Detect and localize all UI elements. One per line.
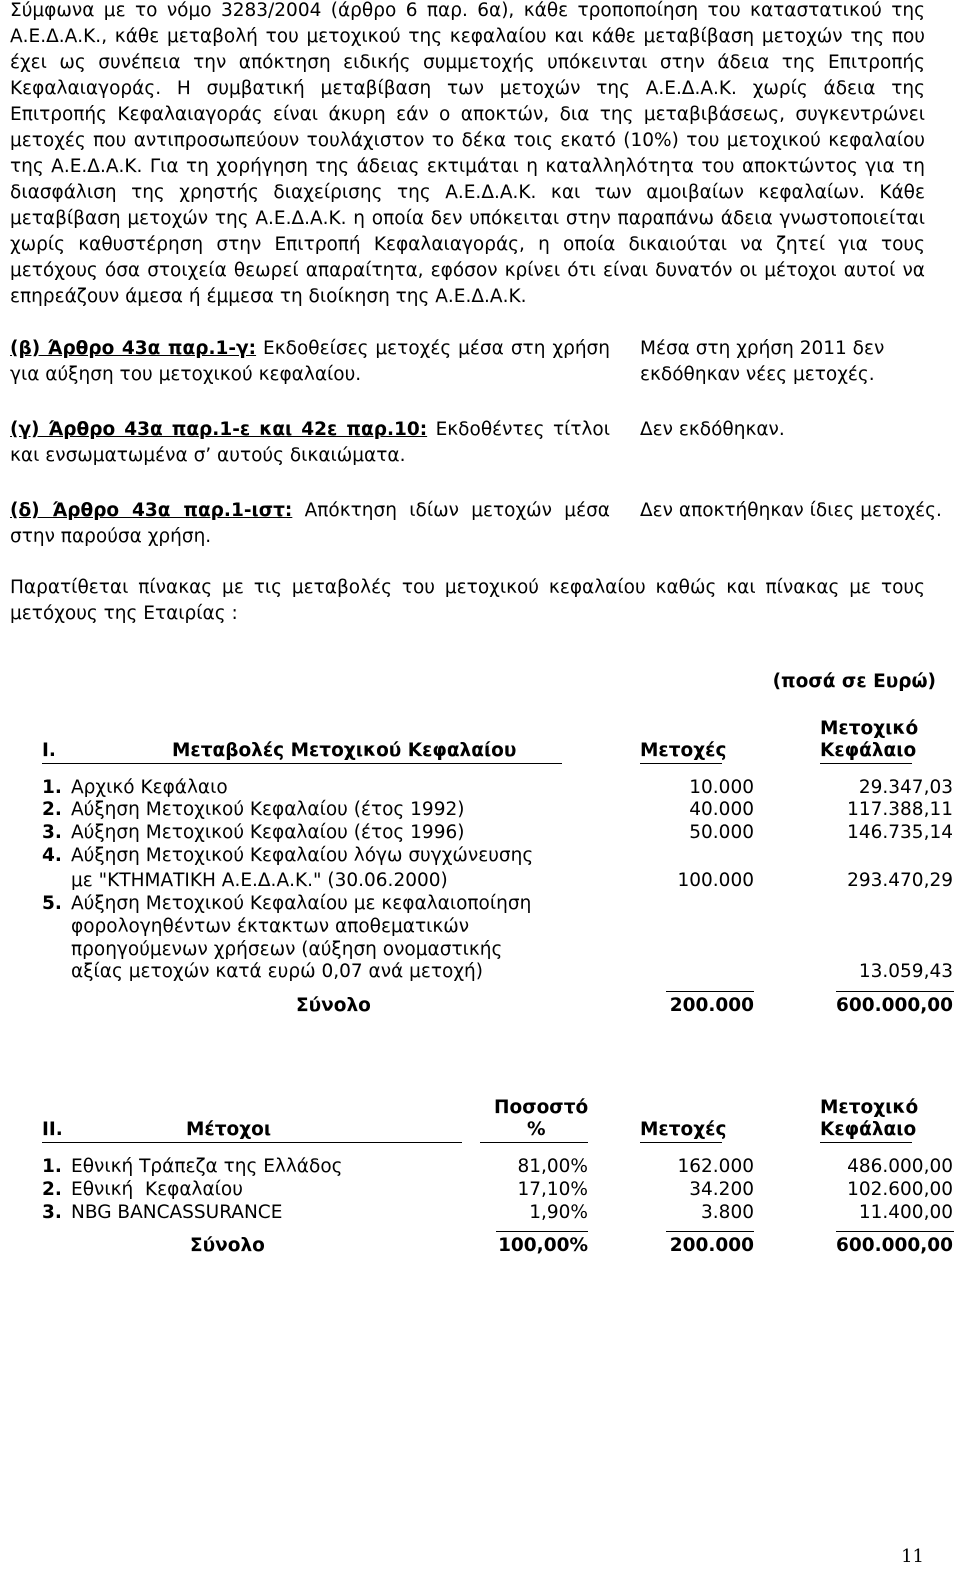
table2-total-shares-rule	[666, 1231, 754, 1232]
table2-col-shares: Μετοχές	[640, 1119, 727, 1140]
table1-row-label: προηγούμενων χρήσεων (αύξηση ονομαστικής	[71, 939, 503, 960]
table1-total-capital: 600.000,00	[835, 995, 953, 1016]
table1-row-label: Αύξηση Μετοχικού Κεφαλαίου με κεφαλαιοποίηση	[71, 893, 532, 914]
table2-total-label: Σύνολο	[190, 1235, 265, 1256]
table1-col-capital-2: Κεφάλαιο	[820, 740, 917, 761]
table1-row-label: Αύξηση Μετοχικού Κεφαλαίου (έτος 1992)	[71, 799, 465, 820]
table1-title-underline	[42, 763, 562, 764]
table2-row-pct: 81,00%	[517, 1156, 588, 1177]
table2-row-name: Εθνική Κεφαλαίου	[71, 1179, 243, 1200]
table1-total-shares: 200.000	[669, 995, 754, 1016]
table1-col-shares: Μετοχές	[640, 740, 727, 761]
table2-col-pct-2: %	[527, 1119, 546, 1140]
table1-row-num: 2.	[42, 799, 62, 820]
table1-row-num: 5.	[42, 893, 62, 914]
table1-total-capital-rule	[836, 991, 954, 992]
table1-row-label: Αρχικό Κεφάλαιο	[71, 777, 228, 798]
table1-row-label: Αύξηση Μετοχικού Κεφαλαίου λόγω συγχώνευσης	[71, 845, 534, 866]
table2-title: Μέτοχοι	[186, 1119, 272, 1140]
table1-row-num: 3.	[42, 822, 62, 843]
table1-row-shares: 100.000	[677, 870, 754, 891]
table1-row-capital: 117.388,11	[847, 799, 953, 820]
item-b-text: Εκδοθείσες μετοχές μέσα στη χρήση για αύξηση του μετοχικού κεφαλαίου.	[10, 338, 611, 385]
table1-row-num: 1.	[42, 777, 62, 798]
tables-note: Παρατίθεται πίνακας με τις μεταβολές του μετοχικού κεφαλαίου καθώς και πίνακας με τους μετόχους της Εταιρίας :	[10, 577, 925, 624]
table2-row-num: 2.	[42, 1179, 62, 1200]
table1-shares-underline	[640, 763, 722, 764]
intro-paragraph: Σύμφωνα με το νόμο 3283/2004 (άρθρο 6 παρ. 6α), κάθε τροποποίηση του καταστατικού της Α.Ε.Δ.Α.Κ., κάθε μεταβολή του μετοχικού της κεφαλαίου και κάθε μεταβίβαση μετοχών της που έχει ως συνέπεια την απόκτηση ειδικής συμμετοχής υπόκεινται στην άδεια της Επιτροπής Κεφαλαιαγοράς. Η συμβατική μεταβίβαση των μετοχών της Α.Ε.Δ.Α.Κ. χωρίς άδεια της Επιτροπής Κεφαλαιαγοράς είναι άκυρη εάν ο αποκτών, δια της μεταβιβάσεως, συγκεντρώνει μετοχές που αντιπροσωπεύουν τουλάχιστον το δέκα τοις εκατό (10%) του μετοχικού κεφαλαίου της Α.Ε.Δ.Α.Κ. Για τη χορήγηση της άδειας εκτιμάται η καταλληλότητα του αποκτώντος για τη διασφάλιση της χρηστής διαχείρισης της Α.Ε.Δ.Α.Κ. και των αμοιβαίων κεφαλαίων. Κάθε μεταβίβαση μετοχών της Α.Ε.Δ.Α.Κ. η οποία δεν υπόκειται στην παραπάνω άδεια γνωστοποιείται χωρίς καθυστέρηση στην Επιτροπή Κεφαλαιαγοράς, η οποία δικαιούται να ζητεί για τους μετόχους όσα στοιχεία θεωρεί απαραίτητα, εφόσον κρίνει ότι είναι δυνατόν οι μέτοχοι αυτοί να επηρεάζουν άμεσα ή έμμεσα τη διοίκηση της Α.Ε.Δ.Α.Κ.	[10, 0, 925, 307]
table1-row-capital: 293.470,29	[847, 870, 953, 891]
table1-row-capital: 13.059,43	[858, 961, 953, 982]
item-c-value: Δεν εκδόθηκαν.	[640, 419, 785, 440]
table2-total-pct-rule	[496, 1231, 588, 1232]
table2-title-underline	[42, 1142, 462, 1143]
units-label: (ποσά σε Ευρώ)	[772, 671, 936, 692]
item-b	[10, 336, 610, 388]
table1-roman: Ι.	[42, 740, 56, 761]
item-d-text: Απόκτηση ιδίων μετοχών μέσα στην παρούσα χρήση.	[10, 500, 610, 547]
table1-row-label: με "ΚΤΗΜΑΤΙΚΗ Α.Ε.Δ.Α.Κ." (30.06.2000)	[71, 870, 448, 891]
table2-capital-underline	[820, 1142, 912, 1143]
table1-row-shares: 10.000	[689, 777, 754, 798]
table2-row-num: 3.	[42, 1202, 62, 1223]
table1-row-capital: 29.347,03	[858, 777, 953, 798]
table2-roman: ΙΙ.	[42, 1119, 63, 1140]
table1-row-label: Αύξηση Μετοχικού Κεφαλαίου (έτος 1996)	[71, 822, 465, 843]
table2-row-capital: 102.600,00	[847, 1179, 953, 1200]
table1-row-capital: 146.735,14	[847, 822, 953, 843]
table2-row-num: 1.	[42, 1156, 62, 1177]
table2-row-name: NBG BANCASSURANCE	[71, 1202, 283, 1223]
table1-row-label: φορολογηθέντων έκτακτων αποθεματικών	[71, 916, 470, 937]
table2-col-pct-1: Ποσοστό	[494, 1097, 589, 1118]
table1-row-num: 4.	[42, 845, 62, 866]
table1-col-capital-1: Μετοχικό	[820, 718, 919, 739]
table2-row-shares: 34.200	[689, 1179, 754, 1200]
item-c-text: Εκδοθέντες τίτλοι και ενσωματωμένα σ’ αυτούς δικαιώματα.	[10, 419, 611, 466]
table2-total-pct: 100,00%	[498, 1235, 588, 1256]
table1-title: Μεταβολές Μετοχικού Κεφαλαίου	[172, 740, 517, 761]
table1-row-shares: 40.000	[689, 799, 754, 820]
table2-row-shares: 162.000	[677, 1156, 754, 1177]
table2-row-pct: 17,10%	[517, 1179, 588, 1200]
table2-shares-underline	[640, 1142, 722, 1143]
table2-row-pct: 1,90%	[529, 1202, 588, 1223]
item-d-heading: (δ) Άρθρο 43α παρ.1-ιστ:	[10, 500, 293, 521]
table2-row-capital: 486.000,00	[847, 1156, 953, 1177]
table1-total-shares-rule	[666, 991, 754, 992]
table2-total-capital-rule	[836, 1231, 954, 1232]
table2-row-name: Εθνική Τράπεζα της Ελλάδος	[71, 1156, 343, 1177]
table2-col-capital-2: Κεφάλαιο	[820, 1119, 917, 1140]
item-d	[10, 498, 610, 550]
item-b-heading: (β) Άρθρο 43α παρ.1-γ:	[10, 338, 257, 359]
item-c	[10, 417, 610, 469]
table2-total-shares: 200.000	[669, 1235, 754, 1256]
table1-capital-underline	[820, 763, 912, 764]
table1-total-label: Σύνολο	[296, 995, 371, 1016]
table1-row-shares: 50.000	[689, 822, 754, 843]
table2-col-capital-1: Μετοχικό	[820, 1097, 919, 1118]
table2-total-capital: 600.000,00	[835, 1235, 953, 1256]
item-b-value: Μέσα στη χρήση 2011 δεν εκδόθηκαν νέες μετοχές.	[640, 338, 885, 385]
item-d-value: Δεν αποκτήθηκαν ίδιες μετοχές.	[640, 500, 942, 521]
page-number: 11	[901, 1546, 924, 1567]
table1-row-label: αξίας μετοχών κατά ευρώ 0,07 ανά μετοχή)	[71, 961, 483, 982]
item-c-heading: (γ) Άρθρο 43α παρ.1-ε και 42ε παρ.10:	[10, 419, 428, 440]
table2-pct-underline	[480, 1142, 588, 1143]
table2-row-capital: 11.400,00	[858, 1202, 953, 1223]
table2-row-shares: 3.800	[701, 1202, 754, 1223]
